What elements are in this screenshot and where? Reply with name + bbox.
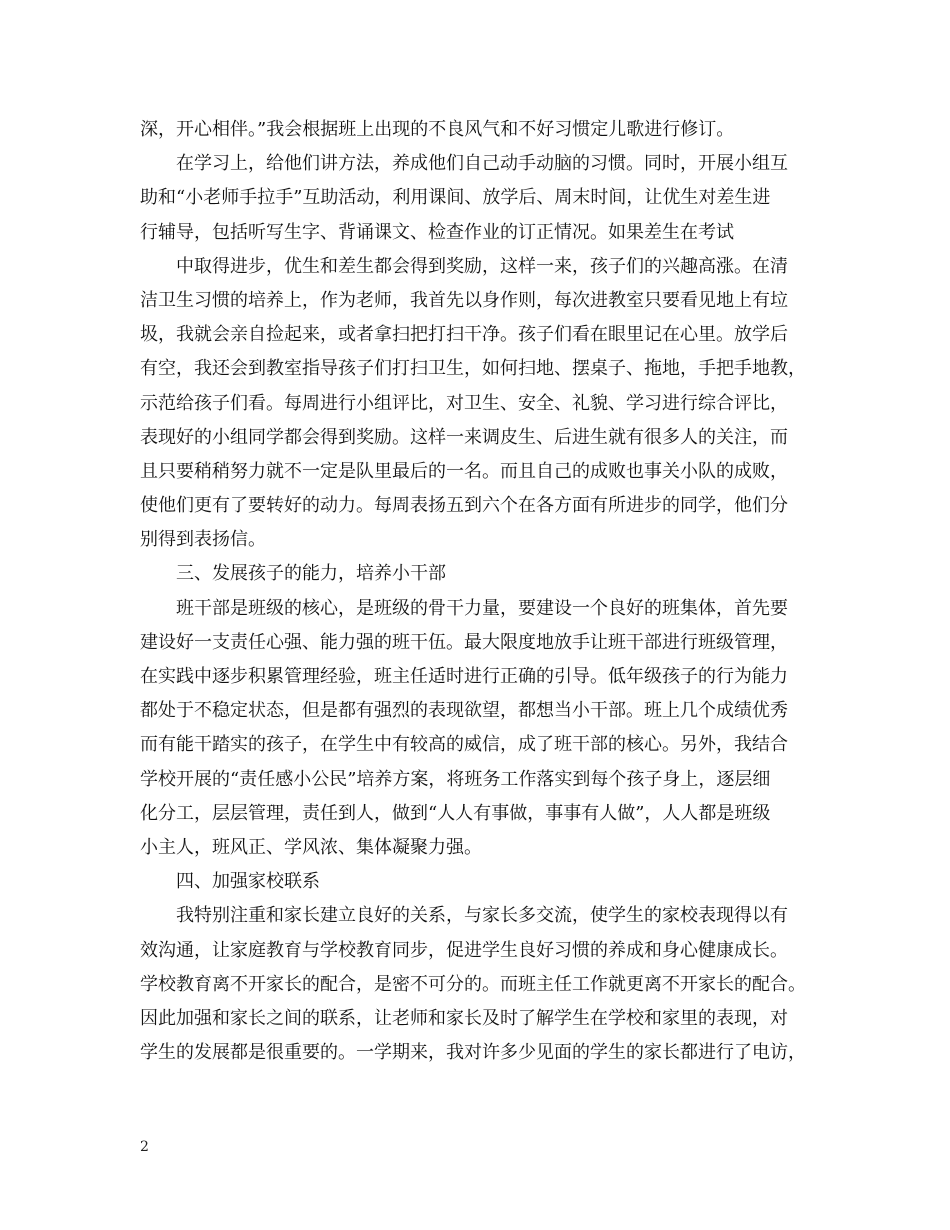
text-line: 深，开心相伴。”我会根据班上出现的不良风气和不好习惯定儿歌进行修订。 — [140, 119, 735, 140]
text-line: 小主人，班风正、学风浓、集体凝聚力强。 — [140, 836, 482, 858]
text-line: 圾，我就会亲自捡起来，或者拿扫把打扫干净。孩子们看在眼里记在心里。放学后 — [140, 324, 788, 346]
text-line: 学校开展的“责任感小公民”培养方案，将班务工作落实到每个孩子身上，逐层细 — [140, 768, 771, 790]
text-line: 表现好的小组同学都会得到奖励。这样一来调皮生、后进生就有很多人的关注，而 — [140, 426, 788, 448]
text-line: 在实践中逐步积累管理经验，班主任适时进行正确的引导。低年级孩子的行为能力 — [140, 666, 788, 687]
text-line: 班干部是班级的核心，是班级的骨干力量，要建设一个良好的班集体，首先要 — [176, 597, 788, 619]
text-line: 建设好一支责任心强、能力强的班干伍。最大限度地放手让班干部进行班级管理， — [140, 631, 788, 653]
text-line: 学校教育离不开家长的配合，是密不可分的。而班主任工作就更离不开家长的配合。 — [140, 973, 806, 995]
text-line: 我特别注重和家长建立良好的关系，与家长多交流，使学生的家校表现得以有 — [176, 905, 788, 927]
text-line: 行辅导，包括听写生字、背诵课文、检查作业的订正情况。如果差生在考试 — [140, 221, 734, 243]
text-line: 有空，我还会到教室指导孩子们打扫卫生，如何扫地、摆桌子、拖地，手把手地教， — [140, 358, 806, 380]
text-line: 别得到表扬信。 — [140, 529, 266, 551]
text-line: 使他们更有了要转好的动力。每周表扬五到六个在各方面有所进步的同学，他们分 — [140, 495, 788, 517]
text-line: 而有能干踏实的孩子，在学生中有较高的威信，成了班干部的核心。另外，我结合 — [140, 734, 788, 756]
document-body — [140, 113, 820, 1070]
text-line: 洁卫生习惯的培养上，作为老师，我首先以身作则，每次进教室只要看见地上有垃 — [140, 289, 788, 311]
text-line: 中取得进步，优生和差生都会得到奖励，这样一来，孩子们的兴趣高涨。在清 — [176, 255, 788, 277]
text-line: 示范给孩子们看。每周进行小组评比，对卫生、安全、礼貌、学习进行综合评比， — [140, 392, 788, 414]
text-line: 四、加强家校联系 — [176, 871, 320, 893]
page-number: 2 — [140, 1139, 149, 1155]
text-line: 助和“小老师手拉手”互助活动，利用课间、放学后、周末时间，让优生对差生进 — [140, 187, 771, 209]
text-line: 都处于不稳定状态，但是都有强烈的表现欲望，都想当小干部。班上几个成绩优秀 — [140, 700, 788, 722]
text-line: 学生的发展都是很重要的。一学期来，我对许多少见面的学生的家长都进行了电访， — [140, 1042, 806, 1064]
text-line: 且只要稍稍努力就不一定是队里最后的一名。而且自己的成败也事关小队的成败， — [140, 460, 788, 482]
text-line: 三、发展孩子的能力，培养小干部 — [176, 563, 446, 585]
text-line: 因此加强和家长之间的联系，让老师和家长及时了解学生在学校和家里的表现，对 — [140, 1007, 788, 1029]
text-line: 在学习上，给他们讲方法，养成他们自己动手动脑的习惯。同时，开展小组互 — [176, 153, 788, 175]
text-line: 效沟通，让家庭教育与学校教育同步，促进学生良好习惯的养成和身心健康成长。 — [140, 939, 788, 961]
text-line: 化分工，层层管理，责任到人，做到“人人有事做，事事有人做”，人人都是班级 — [140, 802, 771, 824]
